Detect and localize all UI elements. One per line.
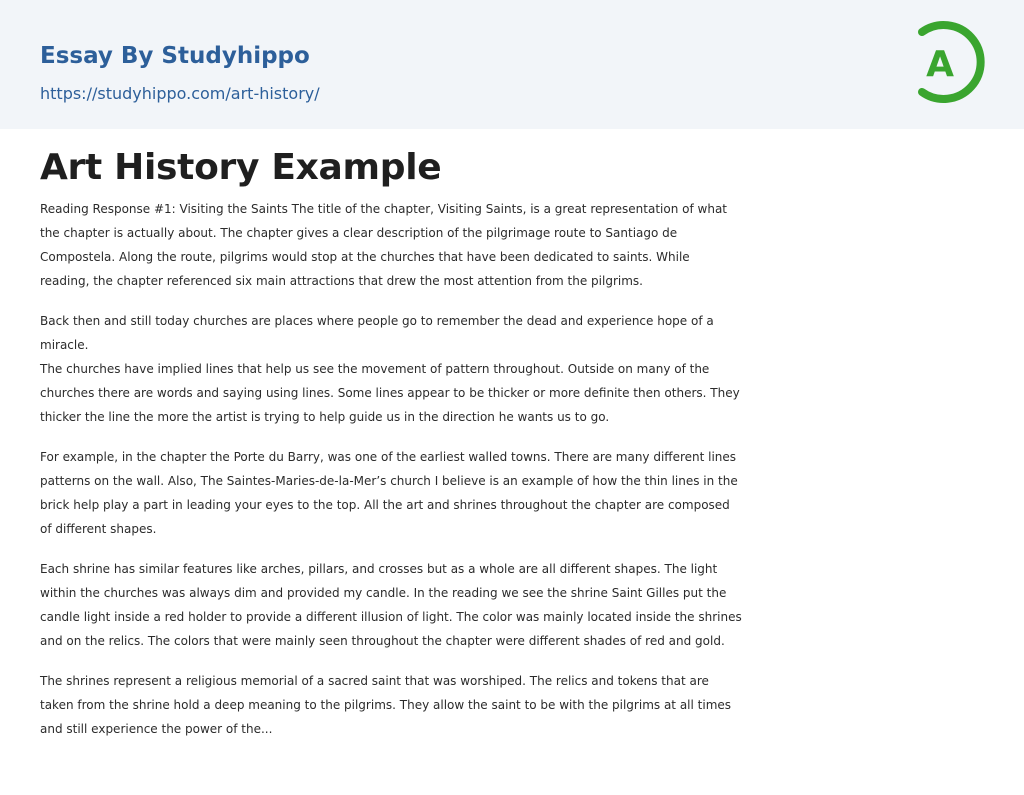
paragraph-line: within the churches was always dim and provided my candle. In the reading we see the shrine Saint Gilles put the [40,586,727,600]
paragraph-line: brick help play a part in leading your eyes to the top. All the art and shrines throughout the chapter are composed [40,498,730,512]
paragraph-line: candle light inside a red holder to provide a different illusion of light. The color was mainly located inside the shrines [40,610,742,624]
paragraph-3 [40,445,988,541]
paragraph-line: the chapter is actually about. The chapter gives a clear description of the pilgrimage route to Santiago de [40,226,678,240]
paragraph-5 [40,669,988,741]
paragraph-2 [40,309,988,429]
paragraph-line: Reading Response #1: Visiting the Saints The title of the chapter, Visiting Saints, is a great representation of what [40,202,727,216]
paragraph-line: The churches have implied lines that help us see the movement of pattern throughout. Outside on many of the [40,362,710,376]
logo-letter: A [926,44,954,85]
paragraph-line: churches there are words and saying using lines. Some lines appear to be thicker or more definite then others. They [40,386,740,400]
paragraph-line: taken from the shrine hold a deep meaning to the pilgrims. They allow the saint to be with the pilgrims at all times [40,698,732,712]
paragraph-line: miracle. [40,338,89,352]
paragraph-line: patterns on the wall. Also, The Saintes-Maries-de-la-Mer’s church I believe is an example of how the thin lines in the [40,474,738,488]
paragraph-line: reading, the chapter referenced six main attractions that drew the most attention from the pilgrims. [40,274,643,288]
paragraph-line: For example, in the chapter the Porte du Barry, was one of the earliest walled towns. There are many different lines [40,450,737,464]
paragraph-line: of different shapes. [40,522,157,536]
site-header [0,0,1024,129]
paragraph-line: and on the relics. The colors that were mainly seen throughout the chapter were different shades of red and gold. [40,634,725,648]
paragraph-line: thicker the line the more the artist is trying to help guide us in the direction he wants us to go. [40,410,610,424]
brand-title[interactable]: Essay By Studyhippo [40,43,310,69]
paragraph-line: Back then and still today churches are places where people go to remember the dead and experience hope of a [40,314,714,328]
paragraph-line: The shrines represent a religious memorial of a sacred saint that was worshiped. The relics and tokens that are [40,674,709,688]
paragraph-line: Compostela. Along the route, pilgrims would stop at the churches that have been dedicated to saints. While [40,250,690,264]
paragraph-line: and still experience the power of the... [40,722,273,736]
article [40,140,988,741]
source-url-link[interactable]: https://studyhippo.com/art-history/ [40,84,320,103]
studyhippo-logo-icon[interactable] [910,18,988,106]
page-title: Art History Example [40,147,442,188]
paragraph-line: Each shrine has similar features like arches, pillars, and crosses but as a whole are all different shapes. The light [40,562,718,576]
paragraph-1 [40,197,988,293]
paragraph-4 [40,557,988,653]
